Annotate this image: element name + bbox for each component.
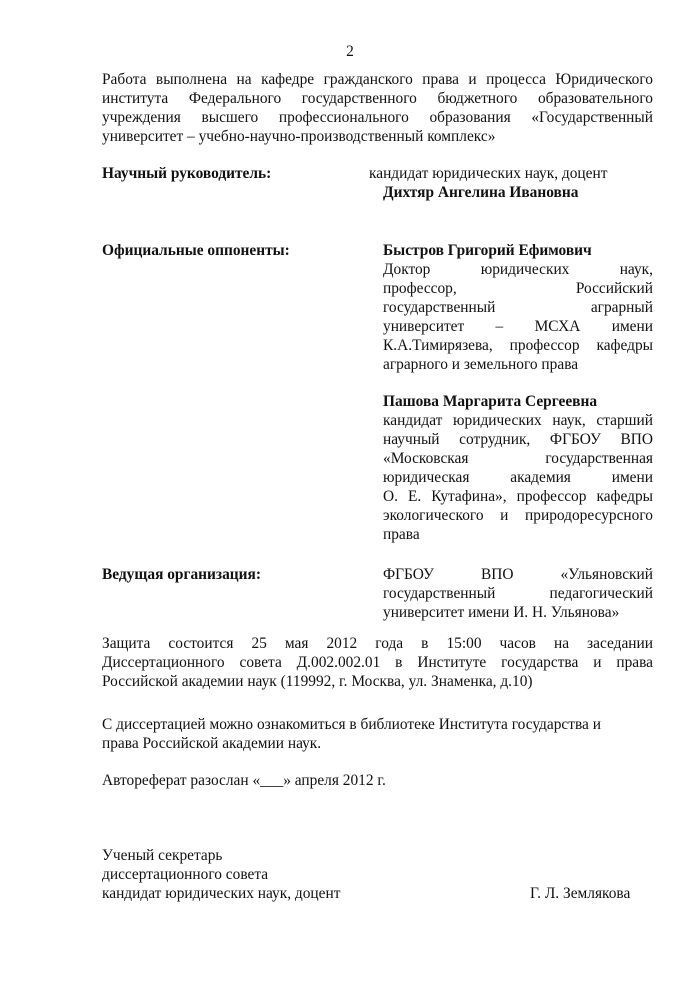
- opponent-name: Быстров Григорий Ефимович: [383, 242, 592, 259]
- opponent-line: «Московская государственная: [383, 450, 653, 467]
- library-line: права Российской академии наук.: [102, 735, 322, 752]
- library-line: С диссертацией можно ознакомиться в библиотеке Института государства и: [102, 716, 601, 733]
- opponent-line: профессор, Российский: [383, 280, 653, 297]
- opponent-line: кандидат юридических наук, старший: [383, 412, 653, 429]
- opponent-line: К.А.Тимирязева, профессор кафедры: [383, 337, 653, 354]
- opponent-line: Доктор юридических наук,: [383, 261, 653, 278]
- leading-org-label: Ведущая организация:: [102, 566, 261, 583]
- opponent-line: научный сотрудник, ФГБОУ ВПО: [383, 431, 653, 448]
- defense-paragraph: [102, 634, 653, 691]
- intro-line: института Федерального государственного бюджетного образовательного: [102, 90, 653, 107]
- leading-org-line: ФГБОУ ВПО «Ульяновский: [383, 566, 653, 583]
- opponent-line: О. Е. Кутафина», профессор кафедры: [383, 488, 653, 505]
- defense-line: Защита состоится 25 мая 2012 года в 15:00 часов на заседании: [102, 635, 653, 652]
- opponent-line: государственный аграрный: [383, 299, 653, 316]
- secretary-block: [102, 846, 340, 903]
- intro-line: Работа выполнена на кафедре гражданского права и процесса Юридического: [102, 71, 653, 88]
- opponent-block: [383, 392, 653, 544]
- supervisor-label: Научный руководитель:: [102, 165, 272, 182]
- opponent-line: университет – МСХА имени: [383, 318, 653, 335]
- abstract-sent-date: Автореферат разослан «___» апреля 2012 г.: [102, 772, 386, 789]
- secretary-line: кандидат юридических наук, доцент: [102, 885, 341, 902]
- leading-org-line: университет имени И. Н. Ульянова»: [383, 604, 620, 621]
- opponent-block: [383, 241, 653, 374]
- leading-org-text: [383, 565, 653, 622]
- intro-line: учреждения высшего профессионального образования «Государственный: [102, 109, 653, 126]
- page-number: 2: [346, 43, 354, 60]
- opponent-line: аграрного и земельного права: [383, 356, 579, 373]
- secretary-name: Г. Л. Землякова: [530, 885, 631, 902]
- supervisor-name: Дихтяр Ангелина Ивановна: [383, 184, 579, 201]
- secretary-line: Ученый секретарь: [102, 847, 223, 864]
- opponent-name: Пашова Маргарита Сергеевна: [383, 393, 598, 410]
- leading-org-line: государственный педагогический: [383, 585, 653, 602]
- intro-line: университет – учебно-научно-производственный комплекс»: [102, 128, 496, 145]
- opponent-line: права: [383, 526, 420, 543]
- opponents-label: Официальные оппоненты:: [102, 242, 290, 259]
- library-paragraph: [102, 715, 653, 753]
- opponent-line: экологического и природоресурсного: [383, 507, 653, 524]
- opponent-line: юридическая академия имени: [383, 469, 653, 486]
- secretary-line: диссертационного совета: [102, 866, 269, 883]
- supervisor-degree: кандидат юридических наук, доцент: [369, 165, 608, 182]
- defense-line: Российской академии наук (119992, г. Москва, ул. Знаменка, д.10): [102, 673, 533, 690]
- defense-line: Диссертационного совета Д.002.002.01 в Институте государства и права: [102, 654, 653, 671]
- intro-paragraph: [102, 70, 653, 146]
